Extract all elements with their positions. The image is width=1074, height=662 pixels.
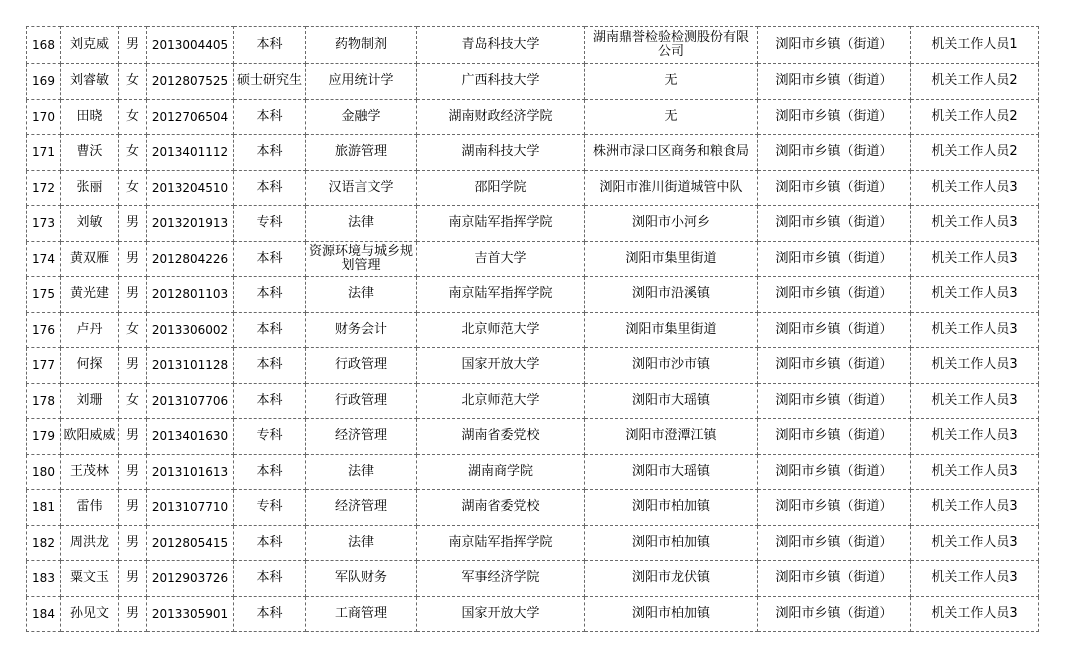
serial-number-cell: 172 [27,170,61,206]
exam-id-cell: 2013204510 [147,170,234,206]
position-cell: 机关工作人员3 [911,241,1039,277]
major-cell: 法律 [306,206,417,242]
gender-cell: 女 [119,135,147,171]
gender-cell: 女 [119,64,147,100]
name-cell: 刘珊 [61,383,119,419]
table-row [27,419,1039,455]
gender-cell: 女 [119,170,147,206]
school-cell: 湖南商学院 [417,454,585,490]
name-cell: 曹沃 [61,135,119,171]
table-row [27,312,1039,348]
serial-number-cell: 180 [27,454,61,490]
position-unit-cell: 浏阳市乡镇（街道） [758,561,911,597]
position-cell: 机关工作人员3 [911,454,1039,490]
school-cell: 南京陆军指挥学院 [417,277,585,313]
gender-cell: 男 [119,561,147,597]
serial-number-cell: 168 [27,27,61,64]
exam-id-cell: 2012801103 [147,277,234,313]
table-row [27,525,1039,561]
major-cell: 行政管理 [306,383,417,419]
position-unit-cell: 浏阳市乡镇（街道） [758,525,911,561]
school-cell: 南京陆军指挥学院 [417,525,585,561]
name-cell: 田晓 [61,99,119,135]
serial-number-cell: 174 [27,241,61,277]
major-cell: 汉语言文学 [306,170,417,206]
serial-number-cell: 183 [27,561,61,597]
education-cell: 本科 [234,596,306,632]
name-cell: 刘敏 [61,206,119,242]
major-cell: 法律 [306,525,417,561]
position-cell: 机关工作人员1 [911,27,1039,64]
education-cell: 专科 [234,206,306,242]
major-cell: 工商管理 [306,596,417,632]
table-row [27,135,1039,171]
position-cell: 机关工作人员3 [911,383,1039,419]
position-unit-cell: 浏阳市乡镇（街道） [758,170,911,206]
gender-cell: 男 [119,27,147,64]
position-cell: 机关工作人员3 [911,419,1039,455]
name-cell: 王茂林 [61,454,119,490]
education-cell: 专科 [234,419,306,455]
workplace-cell: 无 [585,64,758,100]
gender-cell: 男 [119,454,147,490]
name-cell: 周洪龙 [61,525,119,561]
position-cell: 机关工作人员3 [911,561,1039,597]
education-cell: 本科 [234,241,306,277]
workplace-cell: 浏阳市澄潭江镇 [585,419,758,455]
school-cell: 北京师范大学 [417,312,585,348]
roster-body [27,27,1039,632]
position-cell: 机关工作人员3 [911,525,1039,561]
education-cell: 本科 [234,277,306,313]
exam-id-cell: 2012804226 [147,241,234,277]
position-cell: 机关工作人员2 [911,64,1039,100]
position-unit-cell: 浏阳市乡镇（街道） [758,241,911,277]
serial-number-cell: 182 [27,525,61,561]
education-cell: 硕士研究生 [234,64,306,100]
table-row [27,241,1039,277]
position-unit-cell: 浏阳市乡镇（街道） [758,454,911,490]
table-row [27,277,1039,313]
gender-cell: 女 [119,312,147,348]
workplace-cell: 浏阳市淮川街道城管中队 [585,170,758,206]
roster-table [26,26,1039,632]
workplace-cell: 浏阳市柏加镇 [585,525,758,561]
gender-cell: 男 [119,419,147,455]
education-cell: 专科 [234,490,306,526]
major-cell: 法律 [306,277,417,313]
serial-number-cell: 173 [27,206,61,242]
workplace-cell: 浏阳市大瑶镇 [585,454,758,490]
position-cell: 机关工作人员3 [911,206,1039,242]
table-row [27,206,1039,242]
workplace-cell: 湖南鼎誉检验检测股份有限公司 [585,27,758,64]
name-cell: 孙见文 [61,596,119,632]
workplace-cell: 浏阳市沿溪镇 [585,277,758,313]
gender-cell: 男 [119,277,147,313]
exam-id-cell: 2013107710 [147,490,234,526]
gender-cell: 女 [119,99,147,135]
exam-id-cell: 2013101128 [147,348,234,384]
table-row [27,170,1039,206]
serial-number-cell: 175 [27,277,61,313]
school-cell: 北京师范大学 [417,383,585,419]
major-cell: 资源环境与城乡规划管理 [306,241,417,277]
position-unit-cell: 浏阳市乡镇（街道） [758,277,911,313]
workplace-cell: 浏阳市龙伏镇 [585,561,758,597]
name-cell: 卢丹 [61,312,119,348]
school-cell: 邵阳学院 [417,170,585,206]
gender-cell: 男 [119,348,147,384]
gender-cell: 男 [119,525,147,561]
major-cell: 行政管理 [306,348,417,384]
workplace-cell: 无 [585,99,758,135]
education-cell: 本科 [234,383,306,419]
name-cell: 何探 [61,348,119,384]
serial-number-cell: 179 [27,419,61,455]
position-cell: 机关工作人员3 [911,348,1039,384]
serial-number-cell: 177 [27,348,61,384]
position-unit-cell: 浏阳市乡镇（街道） [758,64,911,100]
table-row [27,27,1039,64]
name-cell: 欧阳威威 [61,419,119,455]
table-row [27,99,1039,135]
exam-id-cell: 2012903726 [147,561,234,597]
major-cell: 财务会计 [306,312,417,348]
exam-id-cell: 2013306002 [147,312,234,348]
gender-cell: 男 [119,490,147,526]
table-row [27,348,1039,384]
position-unit-cell: 浏阳市乡镇（街道） [758,27,911,64]
name-cell: 刘克威 [61,27,119,64]
serial-number-cell: 181 [27,490,61,526]
name-cell: 黄双雁 [61,241,119,277]
exam-id-cell: 2013101613 [147,454,234,490]
position-cell: 机关工作人员3 [911,277,1039,313]
serial-number-cell: 176 [27,312,61,348]
gender-cell: 男 [119,596,147,632]
school-cell: 湖南科技大学 [417,135,585,171]
education-cell: 本科 [234,561,306,597]
workplace-cell: 浏阳市集里街道 [585,241,758,277]
table-row [27,383,1039,419]
position-unit-cell: 浏阳市乡镇（街道） [758,206,911,242]
workplace-cell: 浏阳市集里街道 [585,312,758,348]
serial-number-cell: 169 [27,64,61,100]
workplace-cell: 浏阳市柏加镇 [585,596,758,632]
major-cell: 军队财务 [306,561,417,597]
school-cell: 湖南省委党校 [417,490,585,526]
table-row [27,490,1039,526]
school-cell: 青岛科技大学 [417,27,585,64]
position-unit-cell: 浏阳市乡镇（街道） [758,383,911,419]
exam-id-cell: 2012805415 [147,525,234,561]
name-cell: 黄光建 [61,277,119,313]
exam-id-cell: 2013305901 [147,596,234,632]
position-unit-cell: 浏阳市乡镇（街道） [758,419,911,455]
major-cell: 经济管理 [306,490,417,526]
name-cell: 雷伟 [61,490,119,526]
major-cell: 旅游管理 [306,135,417,171]
workplace-cell: 浏阳市大瑶镇 [585,383,758,419]
workplace-cell: 浏阳市柏加镇 [585,490,758,526]
position-unit-cell: 浏阳市乡镇（街道） [758,490,911,526]
exam-id-cell: 2013401630 [147,419,234,455]
exam-id-cell: 2013401112 [147,135,234,171]
position-unit-cell: 浏阳市乡镇（街道） [758,596,911,632]
major-cell: 药物制剂 [306,27,417,64]
major-cell: 应用统计学 [306,64,417,100]
education-cell: 本科 [234,135,306,171]
workplace-cell: 浏阳市沙市镇 [585,348,758,384]
workplace-cell: 浏阳市小河乡 [585,206,758,242]
position-unit-cell: 浏阳市乡镇（街道） [758,348,911,384]
serial-number-cell: 184 [27,596,61,632]
school-cell: 湖南财政经济学院 [417,99,585,135]
position-cell: 机关工作人员3 [911,170,1039,206]
position-cell: 机关工作人员2 [911,99,1039,135]
exam-id-cell: 2012706504 [147,99,234,135]
serial-number-cell: 178 [27,383,61,419]
gender-cell: 女 [119,383,147,419]
education-cell: 本科 [234,27,306,64]
workplace-cell: 株洲市渌口区商务和粮食局 [585,135,758,171]
position-unit-cell: 浏阳市乡镇（街道） [758,312,911,348]
position-unit-cell: 浏阳市乡镇（街道） [758,135,911,171]
school-cell: 南京陆军指挥学院 [417,206,585,242]
major-cell: 法律 [306,454,417,490]
gender-cell: 男 [119,206,147,242]
position-cell: 机关工作人员3 [911,312,1039,348]
school-cell: 吉首大学 [417,241,585,277]
table-row [27,596,1039,632]
exam-id-cell: 2012807525 [147,64,234,100]
position-cell: 机关工作人员3 [911,490,1039,526]
serial-number-cell: 171 [27,135,61,171]
major-cell: 金融学 [306,99,417,135]
name-cell: 粟文玉 [61,561,119,597]
gender-cell: 男 [119,241,147,277]
name-cell: 刘睿敏 [61,64,119,100]
exam-id-cell: 2013004405 [147,27,234,64]
education-cell: 本科 [234,454,306,490]
education-cell: 本科 [234,525,306,561]
major-cell: 经济管理 [306,419,417,455]
school-cell: 广西科技大学 [417,64,585,100]
education-cell: 本科 [234,170,306,206]
table-row [27,454,1039,490]
name-cell: 张丽 [61,170,119,206]
school-cell: 湖南省委党校 [417,419,585,455]
position-cell: 机关工作人员3 [911,596,1039,632]
position-cell: 机关工作人员2 [911,135,1039,171]
school-cell: 国家开放大学 [417,596,585,632]
education-cell: 本科 [234,99,306,135]
school-cell: 国家开放大学 [417,348,585,384]
exam-id-cell: 2013107706 [147,383,234,419]
education-cell: 本科 [234,348,306,384]
serial-number-cell: 170 [27,99,61,135]
education-cell: 本科 [234,312,306,348]
exam-id-cell: 2013201913 [147,206,234,242]
school-cell: 军事经济学院 [417,561,585,597]
table-row [27,561,1039,597]
position-unit-cell: 浏阳市乡镇（街道） [758,99,911,135]
table-row [27,64,1039,100]
